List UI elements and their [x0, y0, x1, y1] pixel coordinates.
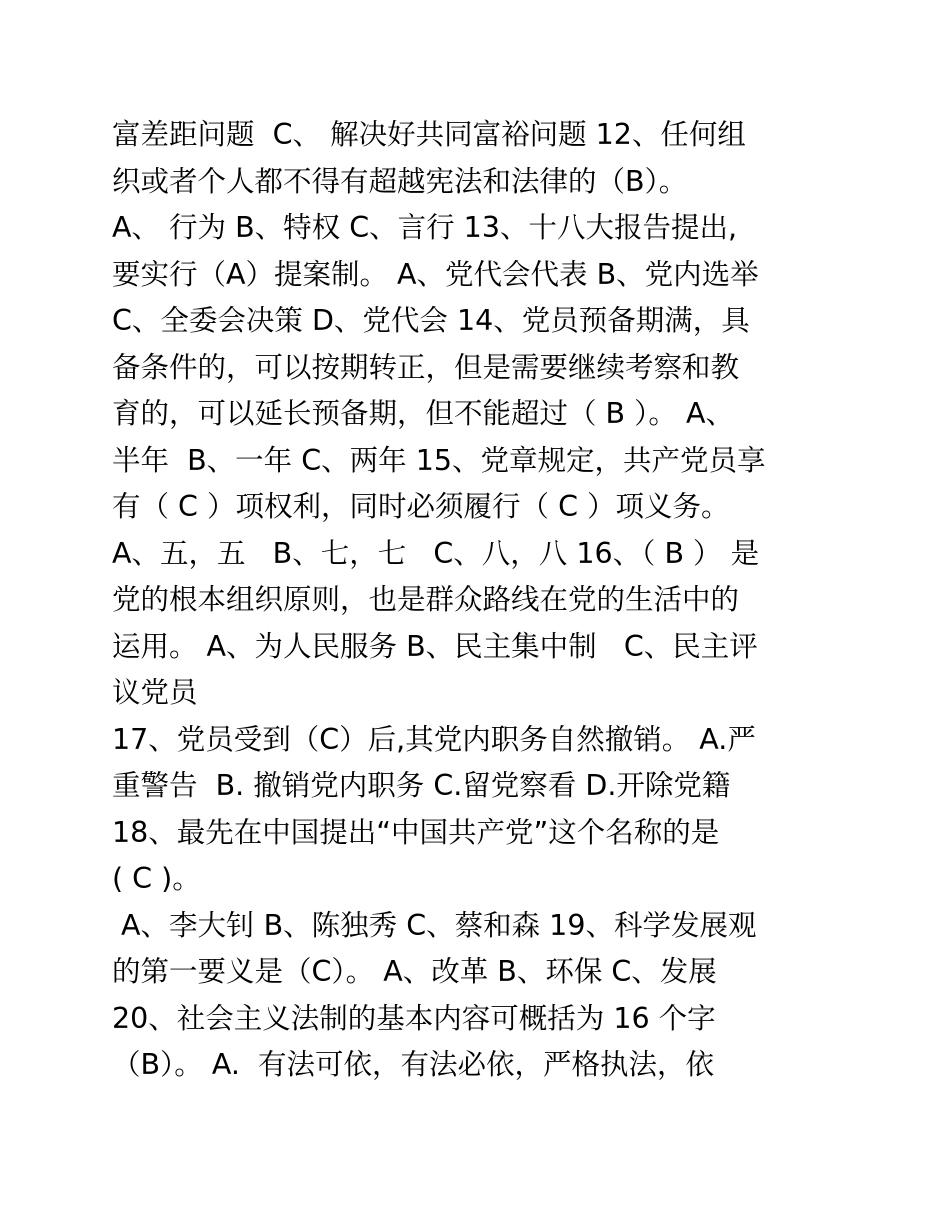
text-line-2: 织或者个人都不得有超越宪法和法律的（B）。	[112, 164, 688, 198]
text-line-18: A、李大钊 B、陈独秀 C、蔡和森 19、科学发展观	[112, 908, 757, 942]
text-line-4: 要实行（A）提案制。 A、党代会代表 B、党内选举	[112, 257, 759, 291]
text-line-7: 育的，可以延长预备期，但不能超过（ B ）。 A、	[112, 397, 734, 430]
text-line-9: 有（ C ）项权利，同时必须履行（ C ）项义务。	[112, 490, 730, 523]
text-line-14: 17、党员受到（C）后,其党内职务自然撤销。 A.严	[112, 722, 756, 756]
text-line-5: C、全委会决策 D、党代会 14、党员预备期满，具	[112, 304, 750, 337]
text-line-20: 20、社会主义法制的基本内容可概括为 16 个字	[112, 1001, 716, 1035]
text-line-1: 富差距问题 C、 解决好共同富裕问题 12、任何组	[112, 118, 746, 151]
text-line-17: ( C )。	[112, 862, 201, 895]
text-line-10: A、五，五 B、七，七 C、八，八 16、（ B ） 是	[112, 536, 760, 570]
text-line-8: 半年 B、一年 C、两年 15、党章规定，共产党员享	[112, 443, 766, 477]
text-line-16: 18、最先在中国提出“中国共产党”这个名称的是	[112, 815, 720, 849]
text-line-3: A、 行为 B、特权 C、言行 13、十八大报告提出,	[112, 211, 738, 244]
text-line-11: 党的根本组织原则，也是群众路线在党的生活中的	[112, 583, 740, 616]
text-line-21: （B）。 A. 有法可依，有法必依，严格执法，依	[112, 1048, 715, 1081]
text-line-13: 议党员	[112, 676, 198, 709]
document-body	[112, 112, 842, 1089]
text-line-19: 的第一要义是（C）。 A、改革 B、环保 C、发展	[112, 955, 717, 988]
text-line-12: 运用。 A、为人民服务 B、民主集中制 C、民主评	[112, 629, 758, 663]
text-line-6: 备条件的，可以按期转正，但是需要继续考察和教	[112, 350, 740, 384]
text-line-15: 重警告 B. 撤销党内职务 C.留党察看 D.开除党籍	[112, 769, 731, 802]
